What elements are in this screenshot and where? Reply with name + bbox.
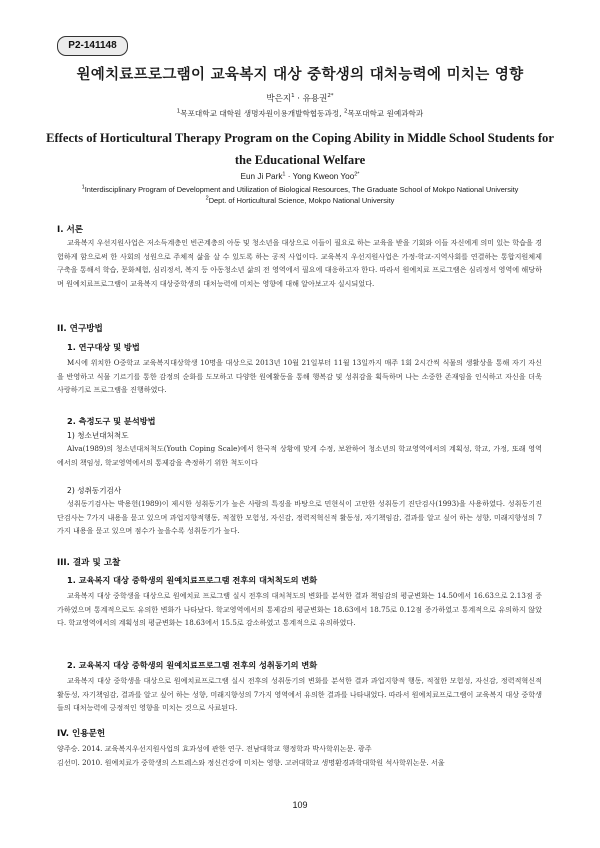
page-number: 109: [292, 800, 308, 810]
reference-entry: 김선미. 2010. 원예치료가 중학생의 스트레스와 정신건강에 미치는 영향. 고려대학교 생명환경과학대학원 석사학위논문. 서울: [57, 758, 445, 767]
subsubsection-heading-coping-scale: 1) 청소년대처척도: [67, 431, 129, 440]
affiliation-line: [20, 195, 580, 206]
author-name: Yong Kweon Yoo: [292, 172, 355, 181]
subjects-paragraph: M시에 위치한 O중학교 교육복지대상학생 10명을 대상으로 2013년 10월 21일부터 11월 13일까지 매주 1회 2시간씩 식물의 생활상을 통해 자기 자신을 반영하고 식물 기르기를 통한 감정의 순화를 도모하고 다양한 원예활동을 통해 행복감 및 성취감을 획득하며 나는 소중한 존재임을 인식하고 자신을 더욱 사랑하기로 프로그램을 진행하였다.: [57, 358, 542, 394]
affiliation-superscript: 1: [176, 108, 181, 115]
affiliation-line: [20, 184, 580, 195]
subsection-heading-coping-change: 1. 교육복지 대상 중학생의 원예치료프로그램 전후의 대처척도의 변화: [67, 575, 318, 585]
korean-authors: [0, 92, 600, 104]
section-heading-results: III. 결과 및 고찰: [57, 558, 121, 568]
author-name: Eun Ji Park: [240, 172, 283, 181]
affiliation-superscript: 2: [343, 108, 348, 115]
author-separator: ·: [285, 172, 293, 181]
subsection-heading-subjects: 1. 연구대상 및 방법: [67, 342, 140, 352]
affiliation-text: Interdisciplinary Program of Development and Utilization of Biological Resources, The Graduate School of Mokpo National University: [84, 185, 519, 194]
section-heading-references: IV. 인용문헌: [57, 729, 106, 739]
affiliation-superscript: 2: [205, 195, 209, 202]
affiliation-text: 목포대학교 대학원 생명자원이용개발학협동과정,: [180, 109, 344, 118]
author-superscript: 2*: [327, 93, 334, 100]
korean-affiliations: [0, 108, 600, 119]
achievement-change-paragraph: 교육복지 대상 중학생을 대상으로 원예치료프로그램 실시 전후의 성취동기의 변화를 분석한 결과 과업지향적 행동, 적절한 모험성, 자신감, 정력적혁신적 활동성, 자기책임감, 결과를 알고 싶어 하는 성향, 미래지향성의 7가지 영역에서 유의한 결과를 나타내었다. 따라서 원예치료프로그램이 교육복지 대상 중학생들의 대처능력에 긍정적인 영향을 미치는 것으로 사료된다.: [57, 676, 542, 712]
affiliation-text: 목포대학교 원예과학과: [347, 109, 424, 118]
author-superscript: 2*: [354, 171, 360, 178]
author-superscript: 1: [282, 171, 286, 178]
subsection-heading-achievement-change: 2. 교육복지 대상 중학생의 원예치료프로그램 전후의 성취동기의 변화: [67, 660, 318, 670]
affiliation-text: Dept. of Horticultural Science, Mokpo National University: [208, 196, 395, 205]
author-name: 유용권: [302, 94, 328, 104]
author-name: 박은지: [266, 94, 292, 104]
english-authors: [0, 172, 600, 181]
subsubsection-heading-achievement-test: 2) 성취동기검사: [67, 486, 122, 495]
korean-title: 원예치료프로그램이 교육복지 대상 중학생의 대처능력에 미치는 영향: [76, 67, 524, 83]
author-superscript: 1: [291, 93, 295, 100]
affiliation-superscript: 1: [81, 184, 85, 191]
achievement-test-paragraph: 성취동기검사는 박용헌(1989)이 제시한 성취동기가 높은 사람의 특징을 바탕으로 민현식이 고안한 성취동기 진단검사(1993)을 사용하였다. 성취동기진단검사는 7가지 내용을 묻고 있으며 과업지향적행동, 적절한 모험성, 자신감, 정력적혁신적 활동성, 자기책임감, 결과를 알고 싶어 하는 성향, 미래지향성의 7가지 내용을 묻고 있으며 점수가 높을수록 성취동기가 높다.: [57, 499, 542, 535]
coping-scale-paragraph: Alva(1989)의 청소년대처척도(Youth Coping Scale)에서 한국적 상황에 맞게 수정, 보완하여 청소년의 학교영역에서의 계획성, 학교, 가정, 또래 영역에서의 책임성, 학교영역에서의 통제감을 측정하기 위한 척도이다: [57, 444, 542, 467]
coping-change-paragraph: 교육복지 대상 중학생을 대상으로 원예치료 프로그램 실시 전후의 대처척도의 변화를 분석한 결과 책임감의 평균변화는 14.50에서 16.63으로 2.13점 증가하였으며 통계적으로도 유의한 변화가 나타났다. 학교영역에서의 통제감의 평균변화는 18.63에서 18.75로 0.12점 증가하였고 통계적으로 유의하지 않았다. 학교영역에서의 계획성의 평균변화는 18.63에서 15.5로 감소하였고 통계적으로 유의하였다.: [57, 591, 542, 627]
section-heading-introduction: I. 서론: [57, 225, 84, 235]
english-title: Effects of Horticultural Therapy Program on the Coping Ability in Middle School Students for the Educational Welfare: [46, 131, 554, 167]
abstract-code-badge: P2-141148: [57, 36, 128, 56]
section-heading-methods: II. 연구방법: [57, 324, 103, 334]
author-separator: ·: [294, 94, 303, 104]
subsection-heading-instruments: 2. 측정도구 및 분석방법: [67, 416, 156, 426]
reference-entry: 양주승. 2014. 교육복지우선지원사업의 효과성에 관한 연구. 전남대학교 행정학과 박사학위논문. 광주: [57, 744, 372, 753]
english-affiliations: [20, 184, 580, 206]
introduction-paragraph: 교육복지 우선지원사업은 저소득계층인 빈곤계층의 아동 및 청소년을 대상으로 이들이 필요로 하는 교육을 받을 기회와 이들 자신에게 의미 있는 학습을 경험하게 함으로써 한 사회의 성원으로 주체적 삶을 살 수 있도록 하는 공적 사업이다. 교육복지 우선지원사업은 가정-학교-지역사회를 연결하는 통합지원체제 구축을 통해서 학습, 문화체험, 심리정서, 복지 등 아동청소년 삶의 전 영역에서 필요에 대응하고자 한다. 따라서 원예치료 프로그램은 심리정서 영역에 해당하며 원예치료프로그램이 교육복지 대상중학생의 대처능력에 미치는 영향에 대해 알아보고자 실시되었다.: [57, 238, 542, 288]
